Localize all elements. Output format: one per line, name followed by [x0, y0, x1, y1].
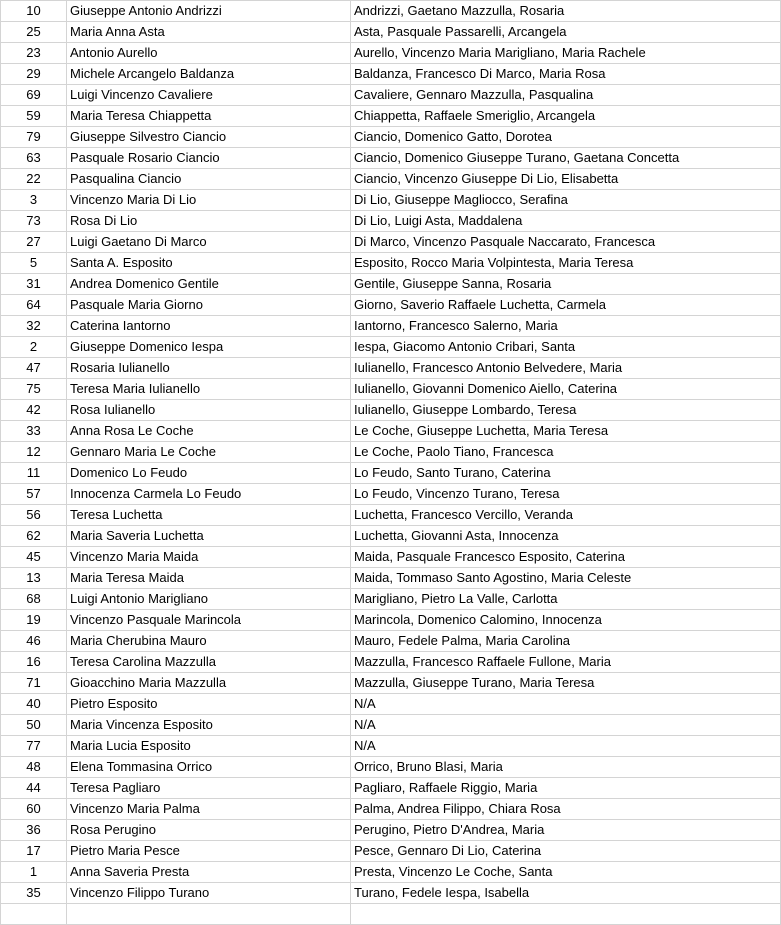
cell-number[interactable]: 35	[1, 883, 67, 904]
table-row	[1, 253, 781, 274]
cell-name[interactable]: Vincenzo Maria Maida	[67, 547, 351, 568]
cell-number[interactable]: 69	[1, 85, 67, 106]
cell-number[interactable]: 59	[1, 106, 67, 127]
cell-parents[interactable]: Le Coche, Giuseppe Luchetta, Maria Teresa	[351, 421, 781, 442]
cell-parents[interactable]: N/A	[351, 736, 781, 757]
table-row	[1, 1, 781, 22]
cell-number[interactable]: 22	[1, 169, 67, 190]
table-row	[1, 442, 781, 463]
cell-name[interactable]: Maria Cherubina Mauro	[67, 631, 351, 652]
table-row	[1, 694, 781, 715]
cell-name[interactable]: Maria Saveria Luchetta	[67, 526, 351, 547]
cell-parents[interactable]: Asta, Pasquale Passarelli, Arcangela	[351, 22, 781, 43]
cell-name[interactable]: Luigi Antonio Marigliano	[67, 589, 351, 610]
cell-parents[interactable]: Marigliano, Pietro La Valle, Carlotta	[351, 589, 781, 610]
cell-number[interactable]: 13	[1, 568, 67, 589]
cell-parents[interactable]: Maida, Tommaso Santo Agostino, Maria Celeste	[351, 568, 781, 589]
table-row	[1, 64, 781, 85]
cell-number[interactable]: 47	[1, 358, 67, 379]
cell-name[interactable]: Rosa Perugino	[67, 820, 351, 841]
cell-parents[interactable]: Le Coche, Paolo Tiano, Francesca	[351, 442, 781, 463]
table-row	[1, 127, 781, 148]
table-row	[1, 778, 781, 799]
cell-number[interactable]: 19	[1, 610, 67, 631]
cell-parents[interactable]: Ciancio, Vincenzo Giuseppe Di Lio, Elisabetta	[351, 169, 781, 190]
cell-parents[interactable]: Mauro, Fedele Palma, Maria Carolina	[351, 631, 781, 652]
cell-parents[interactable]: Andrizzi, Gaetano Mazzulla, Rosaria	[351, 1, 781, 22]
cell-name[interactable]: Domenico Lo Feudo	[67, 463, 351, 484]
cell-number[interactable]: 17	[1, 841, 67, 862]
cell-name[interactable]: Maria Lucia Esposito	[67, 736, 351, 757]
cell-number[interactable]: 71	[1, 673, 67, 694]
cell-number[interactable]: 60	[1, 799, 67, 820]
cell-name[interactable]: Caterina Iantorno	[67, 316, 351, 337]
cell-parents[interactable]: Lo Feudo, Vincenzo Turano, Teresa	[351, 484, 781, 505]
cell-name[interactable]: Maria Teresa Chiappetta	[67, 106, 351, 127]
table-row	[1, 232, 781, 253]
table-row	[1, 526, 781, 547]
cell-name[interactable]: Maria Anna Asta	[67, 22, 351, 43]
table-row	[1, 337, 781, 358]
cell-number[interactable]: 44	[1, 778, 67, 799]
table-row	[1, 400, 781, 421]
cell-number[interactable]: 2	[1, 337, 67, 358]
table-row	[1, 379, 781, 400]
cell-number[interactable]: 45	[1, 547, 67, 568]
table-row	[1, 820, 781, 841]
table-row	[1, 862, 781, 883]
cell-parents[interactable]: Luchetta, Giovanni Asta, Innocenza	[351, 526, 781, 547]
cell-name[interactable]: Giuseppe Domenico Iespa	[67, 337, 351, 358]
cell-parents[interactable]: N/A	[351, 715, 781, 736]
table-row	[1, 316, 781, 337]
cell-name[interactable]: Vincenzo Maria Palma	[67, 799, 351, 820]
cell-name[interactable]: Rosaria Iulianello	[67, 358, 351, 379]
spreadsheet-body	[1, 1, 781, 925]
cell-number[interactable]: 32	[1, 316, 67, 337]
cell-name[interactable]: Anna Rosa Le Coche	[67, 421, 351, 442]
cell-number[interactable]: 23	[1, 43, 67, 64]
cell-number[interactable]: 57	[1, 484, 67, 505]
cell-parents[interactable]: Mazzulla, Francesco Raffaele Fullone, Maria	[351, 652, 781, 673]
cell-name[interactable]: Teresa Luchetta	[67, 505, 351, 526]
cell-number[interactable]: 48	[1, 757, 67, 778]
table-row	[1, 631, 781, 652]
table-row	[1, 547, 781, 568]
table-row	[1, 505, 781, 526]
cell-parents[interactable]: Iulianello, Giovanni Domenico Aiello, Caterina	[351, 379, 781, 400]
table-row	[1, 610, 781, 631]
table-row	[1, 463, 781, 484]
table-row	[1, 22, 781, 43]
cell-name[interactable]: Teresa Pagliaro	[67, 778, 351, 799]
cell-parents[interactable]: Pesce, Gennaro Di Lio, Caterina	[351, 841, 781, 862]
table-row	[1, 169, 781, 190]
cell-number[interactable]: 64	[1, 295, 67, 316]
table-row	[1, 589, 781, 610]
cell-parents[interactable]: Baldanza, Francesco Di Marco, Maria Rosa	[351, 64, 781, 85]
table-row	[1, 757, 781, 778]
cell-number[interactable]: 16	[1, 652, 67, 673]
table-row	[1, 211, 781, 232]
table-row	[1, 883, 781, 904]
cell-name[interactable]: Santa A. Esposito	[67, 253, 351, 274]
cell-parents[interactable]: Iantorno, Francesco Salerno, Maria	[351, 316, 781, 337]
cell-parents[interactable]: Pagliaro, Raffaele Riggio, Maria	[351, 778, 781, 799]
table-row	[1, 736, 781, 757]
cell-number[interactable]: 5	[1, 253, 67, 274]
cell-parents[interactable]: Iulianello, Giuseppe Lombardo, Teresa	[351, 400, 781, 421]
table-row	[1, 358, 781, 379]
cell-name[interactable]: Giuseppe Silvestro Ciancio	[67, 127, 351, 148]
cell-name[interactable]: Pietro Esposito	[67, 694, 351, 715]
cell-number[interactable]: 56	[1, 505, 67, 526]
table-row	[1, 106, 781, 127]
cell-number[interactable]: 46	[1, 631, 67, 652]
table-row	[1, 799, 781, 820]
cell-name[interactable]: Andrea Domenico Gentile	[67, 274, 351, 295]
cell-name[interactable]: Teresa Carolina Mazzulla	[67, 652, 351, 673]
cell-parents[interactable]: Lo Feudo, Santo Turano, Caterina	[351, 463, 781, 484]
cell-parents[interactable]	[351, 904, 781, 925]
cell-number[interactable]: 12	[1, 442, 67, 463]
table-row	[1, 652, 781, 673]
cell-name[interactable]: Vincenzo Pasquale Marincola	[67, 610, 351, 631]
cell-parents[interactable]: Di Marco, Vincenzo Pasquale Naccarato, Francesca	[351, 232, 781, 253]
cell-number[interactable]: 50	[1, 715, 67, 736]
cell-name[interactable]: Pasquale Rosario Ciancio	[67, 148, 351, 169]
cell-number[interactable]: 25	[1, 22, 67, 43]
cell-name[interactable]	[67, 904, 351, 925]
table-row	[1, 85, 781, 106]
cell-name[interactable]: Maria Vincenza Esposito	[67, 715, 351, 736]
cell-parents[interactable]: Giorno, Saverio Raffaele Luchetta, Carmela	[351, 295, 781, 316]
cell-name[interactable]: Innocenza Carmela Lo Feudo	[67, 484, 351, 505]
cell-number[interactable]: 40	[1, 694, 67, 715]
cell-parents[interactable]: Turano, Fedele Iespa, Isabella	[351, 883, 781, 904]
cell-parents[interactable]: Perugino, Pietro D'Andrea, Maria	[351, 820, 781, 841]
table-row	[1, 568, 781, 589]
cell-parents[interactable]: Gentile, Giuseppe Sanna, Rosaria	[351, 274, 781, 295]
cell-number[interactable]: 77	[1, 736, 67, 757]
table-row	[1, 484, 781, 505]
cell-parents[interactable]: Cavaliere, Gennaro Mazzulla, Pasqualina	[351, 85, 781, 106]
table-row	[1, 295, 781, 316]
cell-name[interactable]: Gennaro Maria Le Coche	[67, 442, 351, 463]
table-row	[1, 421, 781, 442]
cell-number[interactable]: 73	[1, 211, 67, 232]
cell-parents[interactable]: Palma, Andrea Filippo, Chiara Rosa	[351, 799, 781, 820]
cell-name[interactable]: Vincenzo Maria Di Lio	[67, 190, 351, 211]
cell-name[interactable]: Pietro Maria Pesce	[67, 841, 351, 862]
cell-parents[interactable]: Luchetta, Francesco Vercillo, Veranda	[351, 505, 781, 526]
cell-number[interactable]: 1	[1, 862, 67, 883]
cell-parents[interactable]: Aurello, Vincenzo Maria Marigliano, Maria Rachele	[351, 43, 781, 64]
cell-number[interactable]: 62	[1, 526, 67, 547]
table-row	[1, 715, 781, 736]
cell-parents[interactable]: Ciancio, Domenico Gatto, Dorotea	[351, 127, 781, 148]
cell-name[interactable]: Maria Teresa Maida	[67, 568, 351, 589]
cell-parents[interactable]: Ciancio, Domenico Giuseppe Turano, Gaetana Concetta	[351, 148, 781, 169]
cell-name[interactable]: Anna Saveria Presta	[67, 862, 351, 883]
cell-number[interactable]: 75	[1, 379, 67, 400]
cell-name[interactable]: Rosa Iulianello	[67, 400, 351, 421]
cell-name[interactable]: Elena Tommasina Orrico	[67, 757, 351, 778]
table-row	[1, 274, 781, 295]
cell-name[interactable]: Vincenzo Filippo Turano	[67, 883, 351, 904]
cell-parents[interactable]: Presta, Vincenzo Le Coche, Santa	[351, 862, 781, 883]
cell-parents[interactable]: Marincola, Domenico Calomino, Innocenza	[351, 610, 781, 631]
cell-parents[interactable]: Iulianello, Francesco Antonio Belvedere, Maria	[351, 358, 781, 379]
table-row	[1, 190, 781, 211]
table-row	[1, 43, 781, 64]
cell-name[interactable]: Antonio Aurello	[67, 43, 351, 64]
cell-number[interactable]: 11	[1, 463, 67, 484]
cell-number[interactable]: 79	[1, 127, 67, 148]
cell-name[interactable]: Pasquale Maria Giorno	[67, 295, 351, 316]
cell-number[interactable]	[1, 904, 67, 925]
cell-number[interactable]: 27	[1, 232, 67, 253]
cell-name[interactable]: Giuseppe Antonio Andrizzi	[67, 1, 351, 22]
table-row	[1, 841, 781, 862]
cell-parents[interactable]: Esposito, Rocco Maria Volpintesta, Maria Teresa	[351, 253, 781, 274]
cell-number[interactable]: 63	[1, 148, 67, 169]
cell-number[interactable]: 29	[1, 64, 67, 85]
cell-parents[interactable]: Iespa, Giacomo Antonio Cribari, Santa	[351, 337, 781, 358]
cell-parents[interactable]: Chiappetta, Raffaele Smeriglio, Arcangela	[351, 106, 781, 127]
cell-number[interactable]: 68	[1, 589, 67, 610]
cell-name[interactable]: Pasqualina Ciancio	[67, 169, 351, 190]
cell-name[interactable]: Rosa Di Lio	[67, 211, 351, 232]
cell-name[interactable]: Michele Arcangelo Baldanza	[67, 64, 351, 85]
cell-parents[interactable]: Maida, Pasquale Francesco Esposito, Caterina	[351, 547, 781, 568]
table-row	[1, 673, 781, 694]
cell-name[interactable]: Gioacchino Maria Mazzulla	[67, 673, 351, 694]
cell-number[interactable]: 10	[1, 1, 67, 22]
cell-name[interactable]: Luigi Vincenzo Cavaliere	[67, 85, 351, 106]
cell-number[interactable]: 3	[1, 190, 67, 211]
cell-parents[interactable]: Di Lio, Giuseppe Magliocco, Serafina	[351, 190, 781, 211]
cell-parents[interactable]: Mazzulla, Giuseppe Turano, Maria Teresa	[351, 673, 781, 694]
table-row	[1, 148, 781, 169]
cell-number[interactable]: 31	[1, 274, 67, 295]
cell-parents[interactable]: Orrico, Bruno Blasi, Maria	[351, 757, 781, 778]
cell-number[interactable]: 36	[1, 820, 67, 841]
cell-number[interactable]: 42	[1, 400, 67, 421]
cell-parents[interactable]: N/A	[351, 694, 781, 715]
cell-parents[interactable]: Di Lio, Luigi Asta, Maddalena	[351, 211, 781, 232]
cell-number[interactable]: 33	[1, 421, 67, 442]
cell-name[interactable]: Teresa Maria Iulianello	[67, 379, 351, 400]
table-row	[1, 904, 781, 925]
cell-name[interactable]: Luigi Gaetano Di Marco	[67, 232, 351, 253]
